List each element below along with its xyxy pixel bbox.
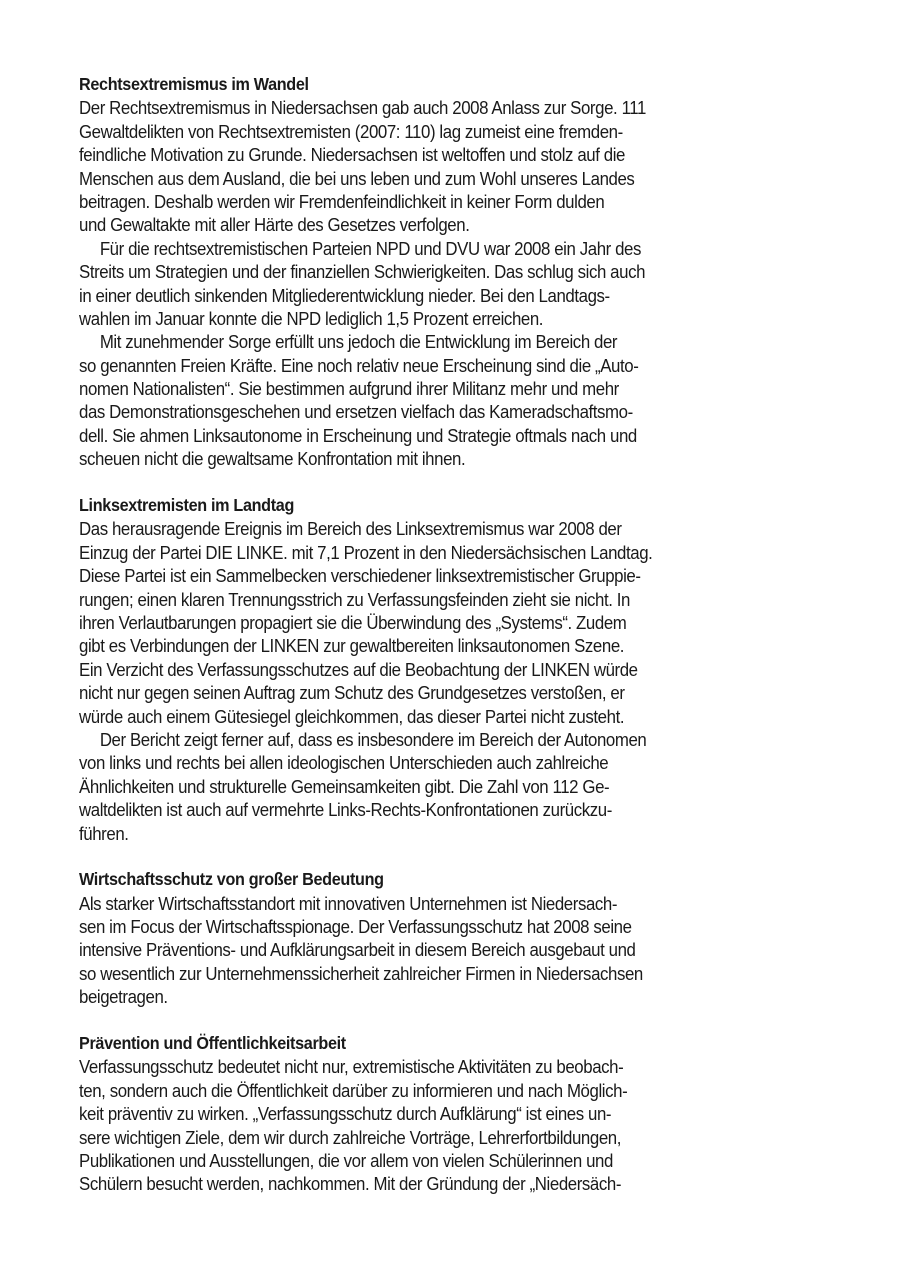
text-line: würde auch einem Gütesiegel gleichkommen, das dieser Partei nicht zusteht. (79, 705, 625, 727)
text-line: Ähnlichkeiten und strukturelle Gemeinsamkeiten gibt. Die Zahl von 112 Ge- (79, 775, 610, 797)
text-line: nomen Nationalisten“. Sie bestimmen aufgrund ihrer Militanz mehr und mehr (79, 378, 619, 400)
document-page (79, 73, 839, 1196)
text-line: Für die rechtsextremistischen Parteien NPD und DVU war 2008 ein Jahr des (99, 237, 642, 259)
text-line: Der Bericht zeigt ferner auf, dass es insbesondere im Bereich der Autonomen (99, 728, 647, 750)
text-line: in einer deutlich sinkenden Mitgliederentwicklung nieder. Bei den Landtags- (79, 284, 610, 306)
text-line: keit präventiv zu wirken. „Verfassungsschutz durch Aufklärung“ ist eines un- (79, 1103, 612, 1125)
text-line: beigetragen. (79, 986, 168, 1008)
section-heading: Wirtschaftsschutz von großer Bedeutung (79, 869, 384, 890)
text-line: ihren Verlautbarungen propagiert sie die Überwindung des „Systems“. Zudem (79, 611, 627, 633)
text-line: führen. (79, 822, 129, 844)
text-line: Einzug der Partei DIE LINKE. mit 7,1 Prozent in den Niedersächsischen Landtag. (79, 541, 653, 563)
text-line: dell. Sie ahmen Linksautonome in Erscheinung und Strategie oftmals nach und (79, 424, 637, 446)
text-line: wahlen im Januar konnte die NPD lediglich 1,5 Prozent erreichen. (79, 307, 544, 329)
section-heading: Prävention und Öffentlichkeitsarbeit (79, 1033, 346, 1054)
text-line: ten, sondern auch die Öffentlichkeit darüber zu informieren und nach Möglich- (79, 1079, 628, 1101)
section-linksextremisten (79, 494, 839, 845)
section-praevention (79, 1032, 839, 1196)
section-heading: Rechtsextremismus im Wandel (79, 74, 309, 94)
text-line: das Demonstrationsgeschehen und ersetzen vielfach das Kameradschaftsmo- (79, 401, 633, 423)
text-line: sen im Focus der Wirtschaftsspionage. Der Verfassungsschutz hat 2008 seine (79, 916, 632, 938)
text-line: Der Rechtsextremismus in Niedersachsen gab auch 2008 Anlass zur Sorge. 111 (79, 97, 646, 119)
text-line: Gewaltdelikten von Rechtsextremisten (2007: 110) lag zumeist eine fremden- (79, 120, 623, 142)
text-line: und Gewaltakte mit aller Härte des Gesetzes verfolgen. (79, 214, 470, 236)
text-line: intensive Präventions- und Aufklärungsarbeit in diesem Bereich ausgebaut und (79, 939, 636, 961)
text-line: waltdelikten ist auch auf vermehrte Links-Rechts-Konfrontationen zurückzu- (79, 799, 612, 821)
section-heading: Linksextremisten im Landtag (79, 495, 295, 516)
text-line: Ein Verzicht des Verfassungsschutzes auf die Beobachtung der LINKEN würde (79, 658, 638, 680)
text-line: so genannten Freien Kräfte. Eine noch relativ neue Erscheinung sind die „Auto- (79, 354, 639, 376)
text-line: Menschen aus dem Ausland, die bei uns leben und zum Wohl unseres Landes (79, 167, 635, 189)
text-line: gibt es Verbindungen der LINKEN zur gewaltbereiten linksautonomen Szene. (79, 635, 625, 657)
section-body (79, 892, 839, 1009)
text-line: sere wichtigen Ziele, dem wir durch zahlreiche Vorträge, Lehrerfortbildungen, (79, 1126, 622, 1148)
section-body (79, 96, 839, 470)
text-line: Als starker Wirtschaftsstandort mit innovativen Unternehmen ist Niedersach- (79, 892, 618, 914)
section-body (79, 1055, 839, 1195)
text-line: Mit zunehmender Sorge erfüllt uns jedoch die Entwicklung im Bereich der (99, 331, 618, 353)
text-line: Verfassungsschutz bedeutet nicht nur, extremistische Aktivitäten zu beobach- (79, 1056, 624, 1078)
text-line: scheuen nicht die gewaltsame Konfrontation mit ihnen. (79, 448, 466, 470)
text-line: rungen; einen klaren Trennungsstrich zu Verfassungsfeinden zieht sie nicht. In (79, 588, 631, 610)
section-rechtsextremismus (79, 73, 839, 471)
text-line: von links und rechts bei allen ideologischen Unterschieden auch zahlreiche (79, 752, 609, 774)
text-line: Publikationen und Ausstellungen, die vor allem von vielen Schülerinnen und (79, 1149, 613, 1171)
text-line: so wesentlich zur Unternehmenssicherheit zahlreicher Firmen in Niedersachsen (79, 962, 643, 984)
section-body (79, 517, 839, 844)
section-wirtschaftsschutz (79, 868, 839, 1008)
text-line: beitragen. Deshalb werden wir Fremdenfeindlichkeit in keiner Form dulden (79, 190, 605, 212)
text-line: Schülern besucht werden, nachkommen. Mit der Gründung der „Niedersäch- (79, 1173, 622, 1195)
text-line: feindliche Motivation zu Grunde. Niedersachsen ist weltoffen und stolz auf die (79, 144, 625, 166)
text-line: Diese Partei ist ein Sammelbecken verschiedener linksextremistischer Gruppie- (79, 565, 641, 587)
text-line: nicht nur gegen seinen Auftrag zum Schutz des Grundgesetzes verstoßen, er (79, 682, 625, 704)
text-line: Das herausragende Ereignis im Bereich des Linksextremismus war 2008 der (79, 518, 622, 540)
text-line: Streits um Strategien und der finanziellen Schwierigkeiten. Das schlug sich auch (79, 261, 646, 283)
